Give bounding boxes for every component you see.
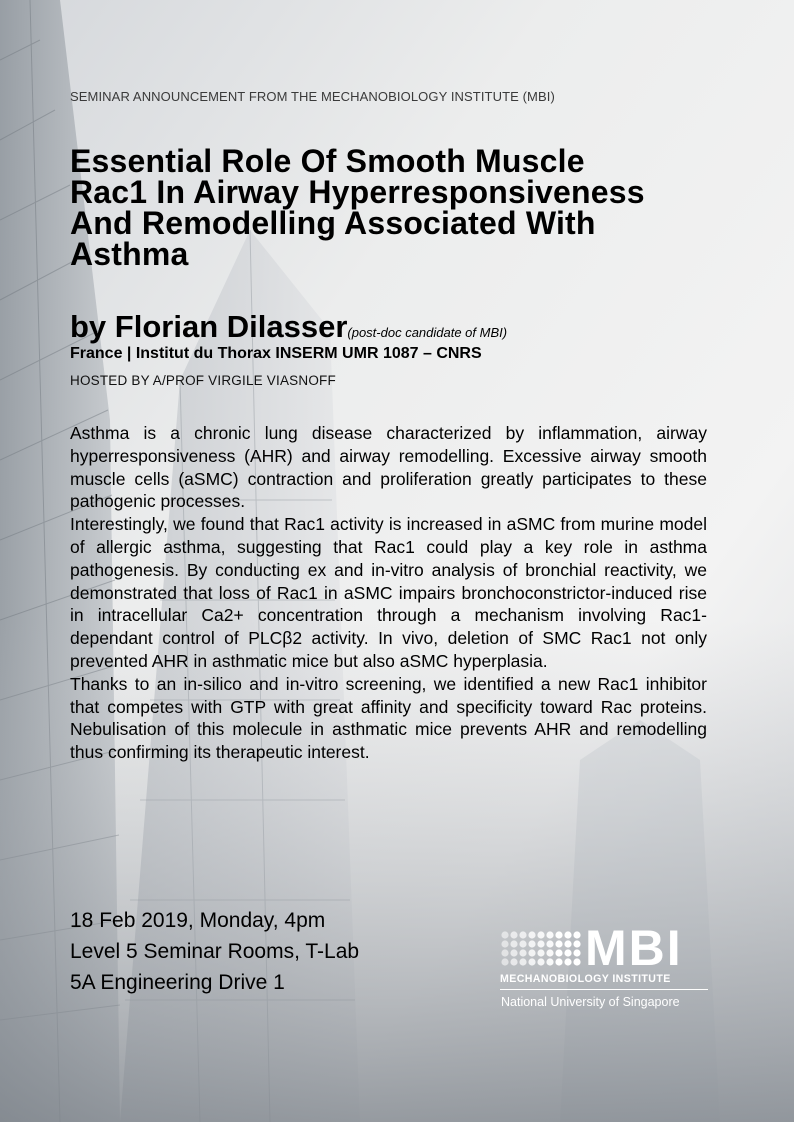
logo-divider bbox=[500, 989, 708, 990]
event-datetime: 18 Feb 2019, Monday, 4pm bbox=[70, 909, 326, 932]
dot-grid-icon bbox=[500, 930, 582, 970]
seminar-title bbox=[70, 143, 730, 272]
abstract-paragraph: Thanks to an in-silico and in-vitro screening, we identified a new Rac1 inhibitor that competes with GTP with great affinity and specificity toward Rac proteins. Nebulisation of this molecule in asthmatic mice prevents AHR and remodelling thus confirming its therapeutic interest. bbox=[70, 673, 707, 763]
abstract bbox=[70, 422, 707, 764]
event-venue: Level 5 Seminar Rooms, T-Lab bbox=[70, 940, 360, 963]
announcement-header: SEMINAR ANNOUNCEMENT FROM THE MECHANOBIOLOGY INSTITUTE (MBI) bbox=[70, 89, 555, 104]
logo-subtitle: MECHANOBIOLOGY INSTITUTE bbox=[500, 973, 671, 985]
speaker-line bbox=[70, 309, 507, 345]
title-line: Asthma bbox=[70, 236, 189, 272]
event-details bbox=[70, 905, 359, 998]
logo-university: National University of Singapore bbox=[501, 995, 680, 1009]
title-line: Rac1 In Airway Hyperresponsiveness bbox=[70, 174, 645, 210]
mbi-logo bbox=[500, 920, 715, 1016]
abstract-paragraph: Interestingly, we found that Rac1 activity is increased in aSMC from murine model of allergic asthma, suggesting that Rac1 could play a key role in asthma pathogenesis. By conducting ex and in-vitro analysis of bronchial reactivity, we demonstrated that loss of Rac1 in aSMC impairs bronchoconstrictor-induced rise in intracellular Ca2+ concentration through a mechanism involving Rac1-dependant control of PLCβ2 activity. In vivo, deletion of SMC Rac1 not only prevented AHR in asthmatic mice but also aSMC hyperplasia. bbox=[70, 514, 707, 671]
host-line: HOSTED BY A/PROF VIRGILE VIASNOFF bbox=[70, 373, 336, 388]
abstract-paragraph: Asthma is a chronic lung disease characterized by inflammation, airway hyperresponsiveness (AHR) and airway remodelling. Excessive airway smooth muscle cells (aSMC) contraction and proliferation greatly participates to these pathogenic processes. bbox=[70, 423, 707, 512]
title-line: And Remodelling Associated With bbox=[70, 205, 596, 241]
event-address: 5A Engineering Drive 1 bbox=[70, 971, 285, 994]
title-line: Essential Role Of Smooth Muscle bbox=[70, 143, 585, 179]
speaker-name: by Florian Dilasser bbox=[70, 309, 348, 344]
speaker-affiliation: France | Institut du Thorax INSERM UMR 1087 – CNRS bbox=[70, 345, 482, 362]
speaker-role: (post-doc candidate of MBI) bbox=[347, 325, 508, 340]
logo-wordmark: MBI bbox=[585, 920, 683, 976]
